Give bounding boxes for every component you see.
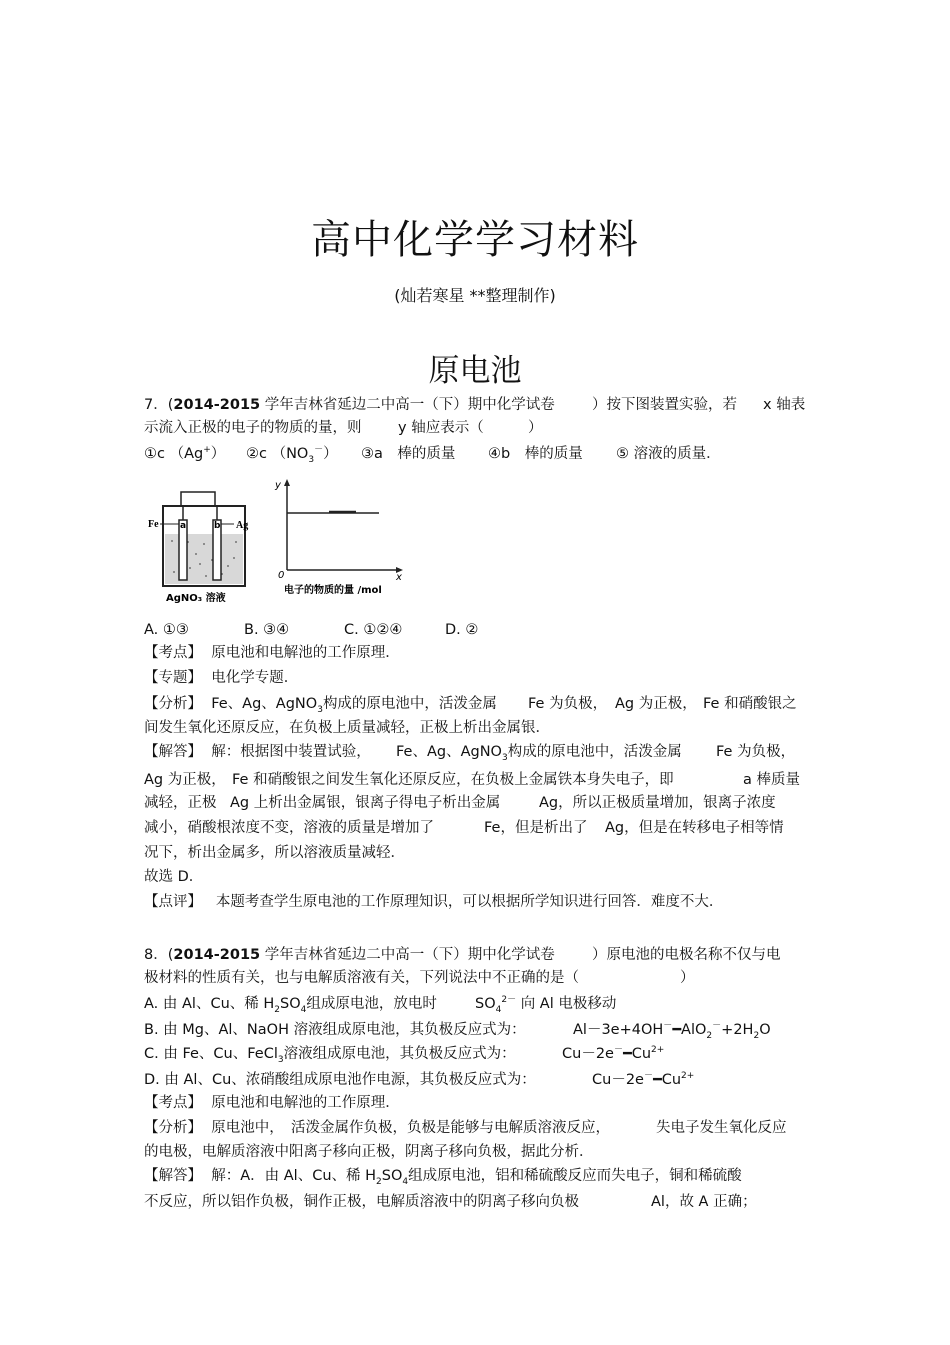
q8-option-c-formula: $Cu-2e^-━Cu^{2+}$ [562,1045,665,1062]
q7-jieda-part: Fe、Ag、AgNO$_3$构成的原电池中，活泼金属 [396,744,682,763]
q7-stem-part: y 轴应表示（ [398,420,484,436]
x-axis-label: x [396,572,402,583]
q7-fenxi-part: Fe 为负极， [528,696,608,712]
q7-kaodian: 【考点】 原电池和电解池的工作原理． [144,645,400,661]
fe-label: Fe [148,519,159,530]
beaker-diagram [148,492,248,604]
q8-jieda-part: Al，故 A 正确； [651,1194,757,1210]
origin-label: 0 [278,570,285,581]
q7-choice-a: A. ①③ [144,622,189,638]
q7-options-row: ①c （Ag+） [144,445,226,462]
q7-stem-line2: 示流入正极的电子的物质的量，则 [144,420,362,436]
q7-jieda-part: Fe 为负极， [716,744,796,760]
q7-option: ④b 棒的质量 [488,446,583,462]
q7-fenxi-part: Fe 和硝酸银之 [703,696,797,712]
q7-choice-d: D. ② [445,622,479,638]
q8-option-d: D. 由 Al、Cu、浓硝酸组成原电池作电源，其负极反应式为： [144,1072,536,1088]
section-heading: 原电池 [428,353,522,389]
q8-option-c: C. 由 Fe、Cu、FeCl$_3$溶液组成原电池，其负极反应式为： [144,1046,516,1065]
q7-figure [144,476,414,606]
q7-stem-part: ） [528,420,543,436]
q7-fenxi-part: Ag 为正极， [615,696,697,712]
q7-jieda-part: Ag，所以正极质量增加，银离子浓度 [539,795,776,811]
q7-jieda-part: Fe，但是析出了 [484,820,588,836]
y-axis-label: y [275,480,281,491]
q8-jieda-line2: 不反应，所以铝作负极，铜作正极，电解质溶液中的阴离子移向负极 [144,1194,579,1210]
q8-option-b: B. 由 Mg、Al、NaOH 溶液组成原电池，其负极反应式为： [144,1022,526,1038]
q7-dianping: 【点评】 本题考查学生原电池的工作原理知识，可以根据所学知识进行回答．难度不大． [144,894,724,910]
solution-label: AgNO₃ 溶液 [166,593,226,604]
q7-jieda-line2: Ag 为正极， [144,772,226,788]
q8-stem-part: ） [680,970,695,986]
q7-option: ②c $(NO_3^-)$ [246,445,338,465]
q7-stem-line1: 7．(2014-2015 学年吉林省延边二中高一（下）期中化学试卷 [144,397,555,413]
q7-choice-b: B. ③④ [244,622,290,638]
page-title: 高中化学学习材料 [311,217,639,263]
q8-fenxi-part: 失电子发生氧化反应 [656,1120,787,1136]
q7-jieda-line5: 况下，析出金属多，所以溶液质量减轻． [144,845,405,861]
q8-option-d-formula: $Cu-2e^-━Cu^{2+}$ [592,1071,695,1088]
q7-option: ⑤ 溶液的质量． [616,446,721,462]
q8-stem-part: ）原电池的电极名称不仅与电 [592,947,781,963]
q8-fenxi-line1: 【分析】 原电池中， 活泼金属作负极，负极是能够与电解质溶液反应， [144,1120,610,1136]
q7-option: ③a 棒的质量 [361,446,456,462]
q7-jieda-part: Ag 上析出金属银，银离子得电子析出金属 [230,795,501,811]
q7-answer: 故选 D． [144,869,204,885]
q7-jieda-line1: 【解答】 解：根据图中装置试验， [144,744,371,760]
q8-stem-line2: 极材料的性质有关，也与电解质溶液有关，下列说法中不正确的是（ [144,970,579,986]
q8-kaodian: 【考点】 原电池和电解池的工作原理． [144,1095,400,1111]
q8-stem-line1: 8．(2014-2015 学年吉林省延边二中高一（下）期中化学试卷 [144,947,555,963]
q8-jieda-line1: 【解答】 解：A．由 Al、Cu、稀 $H_2SO_4$组成原电池，铝和稀硫酸反应而失电子，铜和稀硫酸 [144,1168,742,1187]
q7-jieda-part: a 棒质量 [743,772,800,788]
q7-jieda-part: Fe 和硝酸银之间发生氧化还原反应，在负极上金属铁本身失电子，即 [232,772,674,788]
q8-option-a-part: $SO_4^{2-}$ 向 Al 电极移动 [475,995,617,1015]
q7-stem-part: ）按下图装置实验，若 [592,397,737,413]
page-subtitle: (灿若寒星 **整理制作) [394,286,556,305]
electrode-a-label: a [180,521,187,531]
q8-option-a: A. 由 Al、Cu、稀 $H_2SO_4$组成原电池，放电时 [144,996,437,1015]
electrode-b-label: b [214,521,221,531]
q7-jieda-part: Ag，但是在转移电子相等情 [605,820,784,836]
q7-fenxi-line2: 间发生氧化还原反应，在负极上质量减轻，正极上析出金属银． [144,720,550,736]
q7-fenxi-line1: 【分析】 Fe、Ag、AgNO$_3$构成的原电池中，活泼金属 [144,696,497,715]
q7-choice-c: C. ①②④ [344,622,403,638]
q7-jieda-line4: 减小，硝酸根浓度不变，溶液的质量是增加了 [144,820,434,836]
q8-fenxi-line2: 的电极，电解质溶液中阳离子移向正极，阴离子移向负极，据此分析． [144,1144,594,1160]
q7-zhuanti: 【专题】 电化学专题． [144,670,299,686]
ag-label: Ag [236,520,249,531]
q7-jieda-line3: 减轻，正极 [144,795,217,811]
q8-option-b-formula: $Al-3e+4OH^-━AlO_2^-+2H_2O$ [573,1021,771,1041]
q7-graph [274,479,403,596]
x-axis-caption: 电子的物质的量 /mol [284,585,382,596]
q7-stem-part: x 轴表 [763,397,806,413]
